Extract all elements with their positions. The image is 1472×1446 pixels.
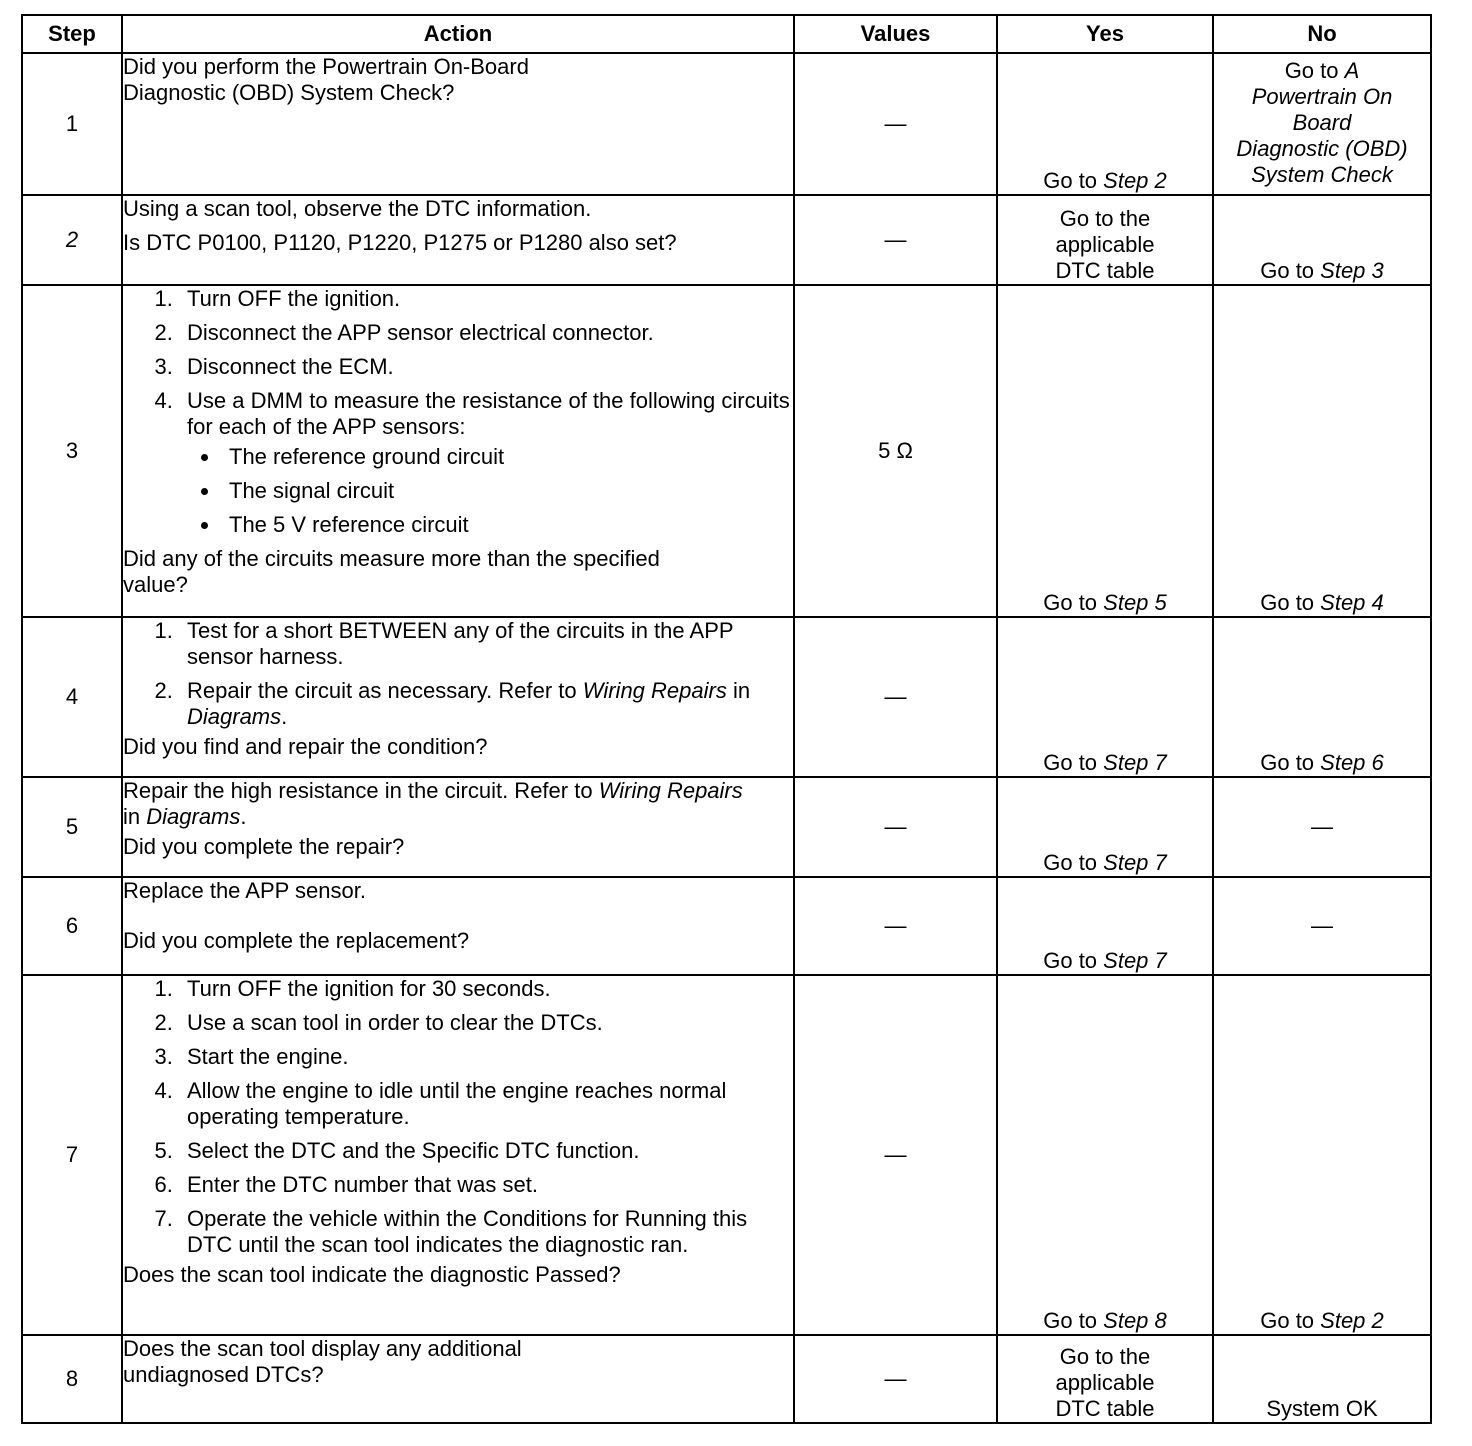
procedure-item: 3. Disconnect the ECM. (179, 354, 793, 380)
reference-link: Diagrams (146, 804, 241, 829)
action-question: Did you find and repair the condition? (123, 734, 488, 759)
yes-prefix: Go to (1043, 168, 1104, 193)
step-number: 3 (22, 285, 122, 617)
header-values: Values (794, 15, 997, 53)
no-cell: System OK (1213, 1335, 1431, 1423)
yes-step-ref: Step 7 (1103, 948, 1167, 973)
procedure-item: 1. Turn OFF the ignition for 30 seconds. (179, 976, 793, 1002)
action-text-part: . (240, 804, 247, 829)
yes-text: Go to the (1059, 1344, 1151, 1369)
action-text: Diagnostic (OBD) System Check? (123, 80, 455, 105)
no-cell (1213, 975, 1431, 1335)
yes-text: applicable (1055, 1370, 1155, 1395)
yes-cell (997, 617, 1213, 777)
no-ref-text: System Check (1251, 162, 1393, 187)
yes-prefix: Go to (1043, 948, 1104, 973)
no-ref-text: A (1344, 58, 1360, 83)
procedure-item: 4. Allow the engine to idle until the engine reaches normal operating temperature. (179, 1078, 793, 1130)
yes-step-ref: Step 7 (1103, 850, 1167, 875)
reference-link: Wiring Repairs (598, 778, 743, 803)
yes-text: DTC table (1055, 1396, 1155, 1421)
no-cell (1213, 53, 1431, 195)
yes-text: DTC table (1055, 258, 1155, 283)
procedure-item: 7. Operate the vehicle within the Conditions for Running this DTC until the scan tool indicates the diagnostic ran. (179, 1206, 793, 1258)
action-text-part: in (123, 804, 147, 829)
action-text: Is DTC P0100, P1120, P1220, P1275 or P1280 also set? (123, 230, 677, 255)
procedure-item-text: Use a DMM to measure the resistance of the following circuits for each of the APP sensors: (187, 388, 790, 439)
value-cell: — (794, 877, 997, 975)
action-cell (122, 877, 794, 975)
procedure-list (123, 618, 793, 730)
action-cell (122, 53, 794, 195)
action-text: Using a scan tool, observe the DTC information. (123, 196, 592, 221)
action-text: Replace the APP sensor. (123, 878, 366, 903)
procedure-item: 1. Test for a short BETWEEN any of the circuits in the APP sensor harness. (179, 618, 793, 670)
step-number: 7 (22, 975, 122, 1335)
step-number: 6 (22, 877, 122, 975)
procedure-item-text: . (281, 704, 288, 729)
no-cell (1213, 195, 1431, 285)
reference-link: Diagrams (187, 704, 282, 729)
step-number: 2 (22, 195, 122, 285)
header-step: Step (22, 15, 122, 53)
procedure-item: 3. Start the engine. (179, 1044, 793, 1070)
yes-cell (997, 53, 1213, 195)
no-prefix: Go to (1260, 750, 1321, 775)
value-cell: — (794, 975, 997, 1335)
no-ref-text: Powertrain On (1251, 84, 1393, 109)
no-prefix: Go to (1260, 1308, 1321, 1333)
no-cell: — (1213, 877, 1431, 975)
table-row (22, 877, 1431, 975)
yes-cell (997, 877, 1213, 975)
yes-prefix: Go to (1043, 850, 1104, 875)
yes-cell (997, 195, 1213, 285)
table-row (22, 777, 1431, 877)
no-prefix: Go to (1284, 58, 1345, 83)
action-question: Did you complete the replacement? (123, 928, 470, 953)
action-text: Does the scan tool display any additional (123, 1336, 522, 1361)
step-number: 1 (22, 53, 122, 195)
action-text (123, 778, 743, 830)
header-no: No (1213, 15, 1431, 53)
no-step-ref: Step 6 (1320, 750, 1384, 775)
no-cell: — (1213, 777, 1431, 877)
yes-prefix: Go to (1043, 750, 1104, 775)
reference-link: Wiring Repairs (582, 678, 727, 703)
yes-text: Go to the (1059, 206, 1151, 231)
procedure-item (179, 388, 793, 538)
step-number: 4 (22, 617, 122, 777)
circuit-list (187, 444, 793, 538)
procedure-item (179, 678, 793, 730)
table-row (22, 975, 1431, 1335)
action-question: Did any of the circuits measure more than the specified value? (123, 546, 660, 597)
procedure-list (123, 976, 793, 1258)
action-question: Did you complete the repair? (123, 834, 405, 859)
step-number: 8 (22, 1335, 122, 1423)
procedure-item: 5. Select the DTC and the Specific DTC function. (179, 1138, 793, 1164)
action-cell (122, 195, 794, 285)
yes-step-ref: Step 7 (1103, 750, 1167, 775)
action-cell (122, 777, 794, 877)
no-ref-text: Diagnostic (OBD) (1236, 136, 1408, 161)
no-prefix: Go to (1260, 258, 1321, 283)
procedure-item: 6. Enter the DTC number that was set. (179, 1172, 793, 1198)
action-cell (122, 975, 794, 1335)
action-text: Did you perform the Powertrain On-Board (123, 54, 529, 79)
action-question: Does the scan tool indicate the diagnostic Passed? (123, 1262, 621, 1287)
table-row (22, 285, 1431, 617)
table-row (22, 195, 1431, 285)
procedure-item: 2. Use a scan tool in order to clear the DTCs. (179, 1010, 793, 1036)
yes-step-ref: Step 5 (1103, 590, 1167, 615)
value-cell: — (794, 777, 997, 877)
action-cell (122, 285, 794, 617)
procedure-item-text: Repair the circuit as necessary. Refer to (187, 678, 583, 703)
no-cell (1213, 617, 1431, 777)
action-cell (122, 1335, 794, 1423)
circuit-item: • The 5 V reference circuit (221, 512, 793, 538)
yes-text: applicable (1055, 232, 1155, 257)
no-step-ref: Step 3 (1320, 258, 1384, 283)
value-cell: — (794, 1335, 997, 1423)
procedure-item: 2. Disconnect the APP sensor electrical connector. (179, 320, 793, 346)
no-cell (1213, 285, 1431, 617)
no-ref-text: Board (1292, 110, 1352, 135)
action-text: undiagnosed DTCs? (123, 1362, 324, 1387)
header-row (22, 15, 1431, 53)
value-cell: — (794, 53, 997, 195)
no-step-ref: Step 4 (1320, 590, 1384, 615)
no-prefix: Go to (1260, 590, 1321, 615)
yes-cell (997, 975, 1213, 1335)
yes-cell (997, 777, 1213, 877)
no-step-ref: Step 2 (1320, 1308, 1384, 1333)
yes-cell (997, 285, 1213, 617)
circuit-item: • The signal circuit (221, 478, 793, 504)
circuit-item: • The reference ground circuit (221, 444, 793, 470)
diagnostic-table (21, 14, 1432, 1424)
header-action: Action (122, 15, 794, 53)
procedure-item: 1. Turn OFF the ignition. (179, 286, 793, 312)
yes-prefix: Go to (1043, 1308, 1104, 1333)
yes-cell (997, 1335, 1213, 1423)
yes-step-ref: Step 2 (1103, 168, 1167, 193)
procedure-item-text: in (726, 678, 751, 703)
value-cell: — (794, 195, 997, 285)
header-yes: Yes (997, 15, 1213, 53)
step-number: 5 (22, 777, 122, 877)
table-row (22, 617, 1431, 777)
action-cell (122, 617, 794, 777)
value-cell: — (794, 617, 997, 777)
table-row (22, 53, 1431, 195)
value-cell: 5 Ω (794, 285, 997, 617)
yes-prefix: Go to (1043, 590, 1104, 615)
procedure-list (123, 286, 793, 538)
table-row (22, 1335, 1431, 1423)
action-text-part: Repair the high resistance in the circuit. Refer to (123, 778, 599, 803)
yes-step-ref: Step 8 (1103, 1308, 1167, 1333)
